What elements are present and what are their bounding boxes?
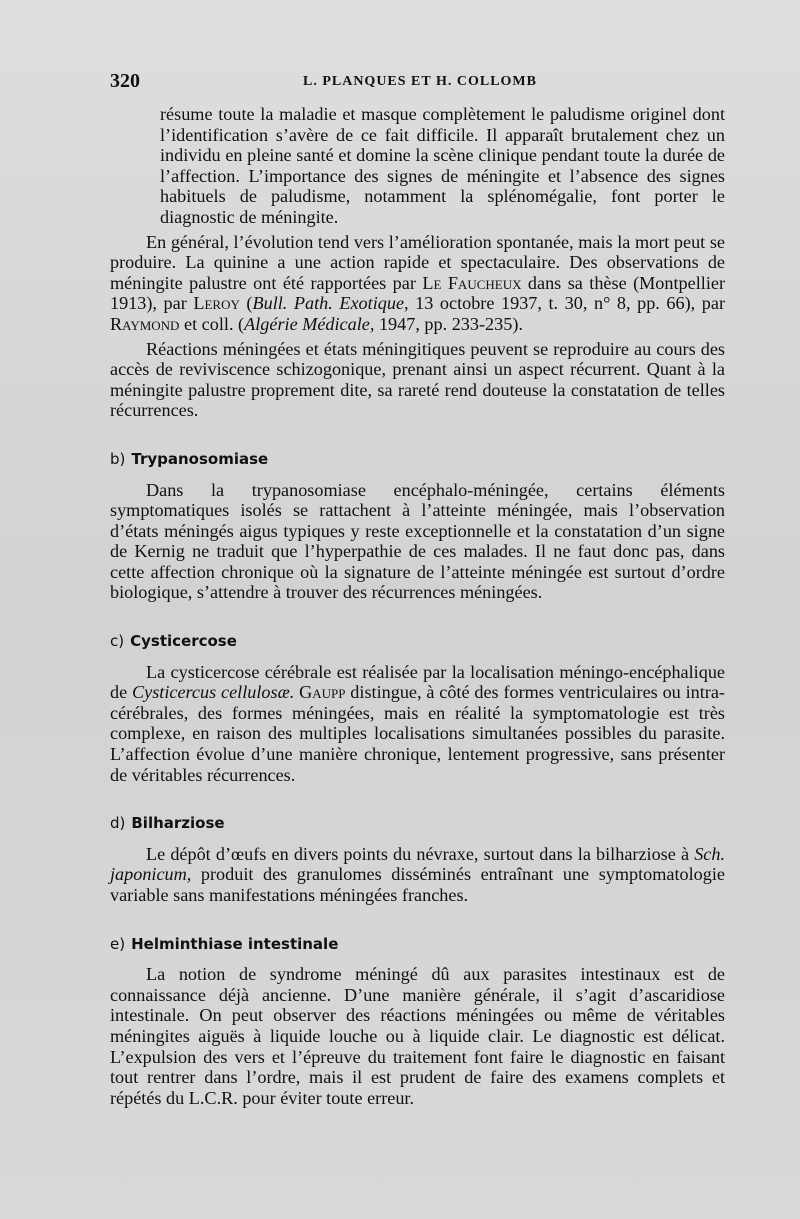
author-name: Leroy xyxy=(193,293,240,314)
page-header xyxy=(110,70,730,94)
helminthiase-paragraph: La notion de syndrome méningé dû aux parasites intestinaux est de connaissance déjà ancienne. D’une manière générale, il s’agit d’ascaridiose intestinale. On peut observer des réactions méningées ou même de véritables méningites aiguës à liquide louche ou à liquide clair. Le diagnostic est délicat. L’expulsion des vers et l’épreuve du traitement font faire le diagnostic en faisant tout rentrer dans l’ordre, mais il est prudent de faire des examens complets et répétés du L.C.R. pour éviter toute erreur. xyxy=(110,964,725,1108)
journal-title: Bull. Path. Exotique, xyxy=(252,293,409,314)
bilharziose-paragraph: Le dépôt d’œufs en divers points du névraxe, surtout dans la bilharziose à Sch. japonicum, produit des granulomes disséminés entraînant une symptomatologie variable sans manifestations méningées franches. xyxy=(110,843,725,905)
species-name: Cysticercus cellulosæ. xyxy=(132,682,295,703)
section-heading-trypanosomiase: b) Trypanosomiase xyxy=(110,449,269,468)
section-heading-bilharziose: d) Bilharziose xyxy=(110,814,225,833)
author-name: Raymond xyxy=(110,313,180,334)
cysticercose-paragraph: La cysticercose cérébrale est réalisée par la localisation méningo-encéphalique de Cysticercus cellulosæ. Gaupp distingue, à côté des formes ventriculaires ou intra-cérébrales, des formes méningées, mais en réalité la symptomatologie est très complexe, en raison des multiples localisations simultanées possibles du parasite. L’affection évolue d’une manière chronique, lentement progressive, sans présenter de véritables récurrences. xyxy=(110,661,725,785)
page-number: 320 xyxy=(110,70,140,92)
author-name: Le Faucheux xyxy=(422,272,522,293)
author-name: Gaupp xyxy=(299,682,346,703)
page-body xyxy=(110,104,725,1112)
section-heading-helminthiase: e) Helminthiase intestinale xyxy=(110,934,339,953)
running-head: L. PLANQUES ET H. COLLOMB xyxy=(302,74,537,89)
recurrence-paragraph: Réactions méningées et états méningitiques peuvent se reproduire au cours des accès de reviviscence schizogonique, prenant ainsi un aspect récurrent. Quant à la méningite palustre proprement dite, sa rareté rend douteuse la constatation de telles récurrences. xyxy=(110,338,725,421)
trypanosomiase-paragraph: Dans la trypanosomiase encéphalo-méningée, certains éléments symptomatiques isolés se rattachent à l’atteinte méningée, mais l’observation d’états méningés aigus typiques y reste exceptionnelle et la constatation d’un signe de Kernig ne traduit que l’hyperpathie de ces malades. Il ne faut donc pas, dans cette affection chronique où la signature de l’atteinte méningée est surtout d’ordre biologique, s’attendre à trouver des récurrences méningées. xyxy=(110,479,725,603)
evolution-paragraph: En général, l’évolution tend vers l’amélioration spontanée, mais la mort peut se produire. La quinine a une action rapide et spectaculaire. Des observations de méningite palustre ont été rapportées par Le Faucheux dans sa thèse (Montpellier 1913), par Leroy (Bull. Path. Exotique, 13 octobre 1937, t. 30, n° 8, pp. 66), par Raymond et coll. (Algérie Médicale, 1947, pp. 233-235). xyxy=(110,231,726,334)
section-heading-cysticercose: c) Cysticercose xyxy=(110,632,237,651)
species-name: Sch. japonicum, xyxy=(110,843,725,885)
journal-title: Algérie Médicale, xyxy=(244,313,375,334)
continued-paragraph: résume toute la maladie et masque complètement le paludisme originel dont l’identification s’avère de ce fait difficile. Il apparaît brutalement chez un individu en pleine santé et domine la scène clinique pendant toute la durée de l’affection. L’importance des signes de méningite et l’absence des signes habituels de paludisme, notamment la splénomégalie, font porter le diagnostic de méningite. xyxy=(160,104,725,227)
